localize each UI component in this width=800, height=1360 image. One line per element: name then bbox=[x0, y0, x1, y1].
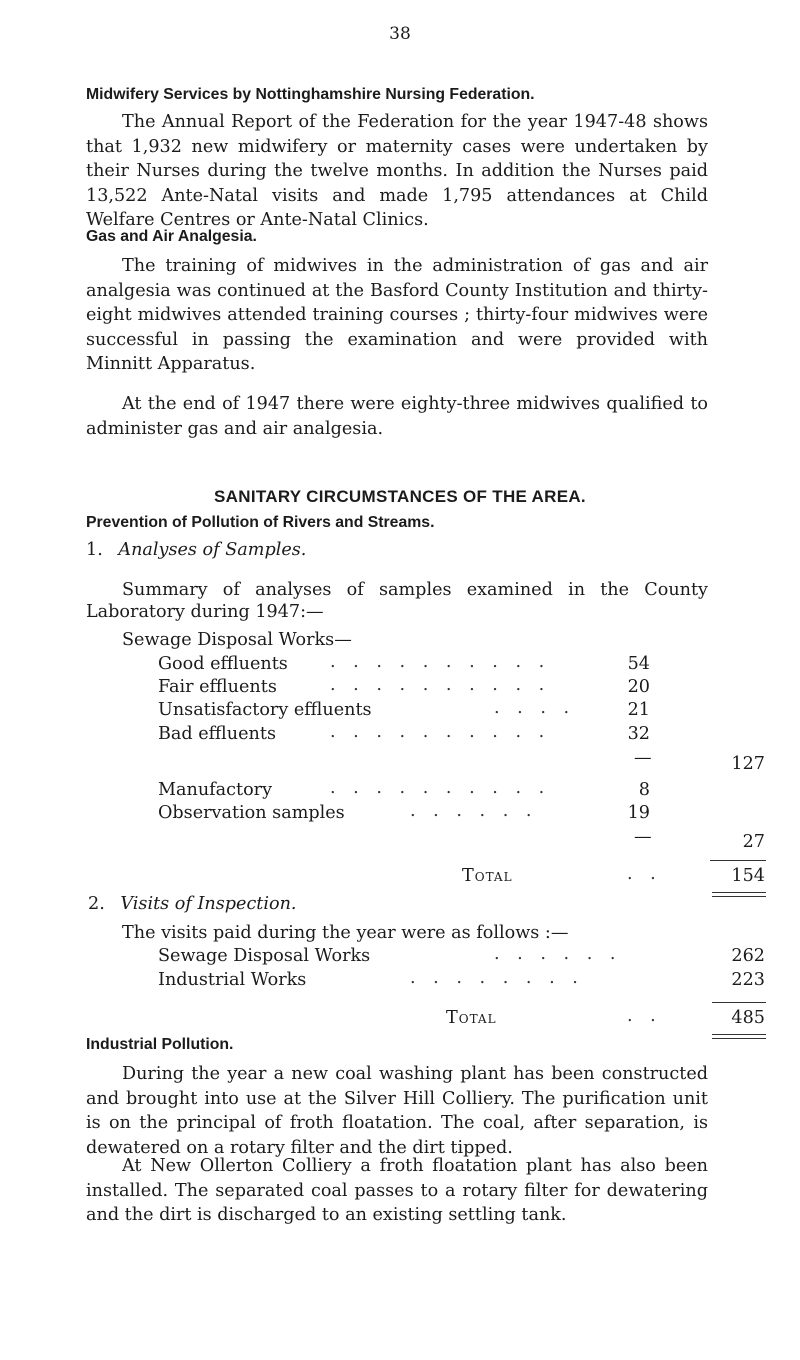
total-value: 154 bbox=[731, 866, 765, 886]
visits-intro: The visits paid during the year were as follows :— bbox=[122, 923, 569, 943]
midwifery-heading: Midwifery Services by Nottinghamshire Nursing Federation. bbox=[86, 86, 535, 103]
row-value: 8 bbox=[638, 780, 650, 800]
row-value: 19 bbox=[627, 803, 650, 823]
gas-paragraph-1 bbox=[86, 254, 708, 377]
industrial-body-1: During the year a new coal washing plant has been constructed and brought into use at the Silver Hill Colliery. The purification unit is on the principal of froth floatation. The coal, after separation, is dewatered on a rotary filter and the dirt tipped. bbox=[86, 1064, 708, 1158]
leader-dots-short: . . . . . . bbox=[494, 944, 622, 964]
leader-dots: . . . . . . . . . . bbox=[330, 778, 551, 798]
row-value: 20 bbox=[627, 677, 650, 697]
visits-total-double-rule bbox=[712, 1034, 766, 1039]
gas-body-1: The training of midwives in the administration of gas and air analgesia was continued at the Basford County Institution and thirty-eight midwives attended training courses ; thirty-four midwives were successful in passing the examination and were provided with Minnitt Apparatus. bbox=[86, 256, 708, 374]
industrial-paragraph-1 bbox=[86, 1062, 708, 1160]
visits-total-label: Total bbox=[446, 1008, 497, 1028]
leader-dots: . . . . . . . . . . bbox=[330, 722, 551, 742]
summary-line-2: Laboratory during 1947:— bbox=[86, 602, 324, 622]
gas-heading: Gas and Air Analgesia. bbox=[86, 228, 257, 245]
leader-dots: . . . . . . . . . . bbox=[330, 675, 551, 695]
row-value: 54 bbox=[627, 654, 650, 674]
sewage-subtotal: 127 bbox=[731, 754, 765, 774]
item-1-number: 1. bbox=[86, 540, 103, 560]
row-label: Bad effluents bbox=[158, 724, 276, 744]
dash: — bbox=[634, 748, 652, 768]
row-value: 32 bbox=[627, 724, 650, 744]
visit-label: Industrial Works bbox=[158, 970, 307, 990]
summary-text-1: Summary of analyses of samples examined in the County bbox=[122, 580, 708, 600]
summary-line-1 bbox=[86, 578, 708, 603]
leader-dots-short: . . . . . . bbox=[410, 801, 538, 821]
visit-value: 223 bbox=[731, 970, 765, 990]
total-double-rule bbox=[712, 892, 766, 897]
visit-value: 262 bbox=[731, 946, 765, 966]
pollution-subheading: Prevention of Pollution of Rivers and Streams. bbox=[86, 514, 435, 531]
item-1 bbox=[86, 540, 306, 560]
industrial-paragraph-2 bbox=[86, 1154, 708, 1228]
leader-dots-short: . . bbox=[627, 864, 662, 884]
sewage-label: Sewage Disposal Works— bbox=[122, 630, 352, 650]
item-2-title: Visits of Inspection. bbox=[120, 894, 297, 914]
leader-dots-short: . . . . bbox=[494, 698, 576, 718]
page-number: 38 bbox=[389, 24, 411, 44]
visit-label: Sewage Disposal Works bbox=[158, 946, 371, 966]
total-label: Total bbox=[462, 866, 513, 886]
item-2-number: 2. bbox=[88, 894, 105, 914]
industrial-body-2: At New Ollerton Colliery a froth floatation plant has also been installed. The separated coal passes to a rotary filter for dewatering and the dirt is discharged to an existing settling tank. bbox=[86, 1156, 708, 1225]
dash: — bbox=[634, 827, 652, 847]
row-label: Unsatisfactory effluents bbox=[158, 700, 372, 720]
row-label: Good effluents bbox=[158, 654, 288, 674]
row-label: Fair effluents bbox=[158, 677, 277, 697]
item-1-title: Analyses of Samples. bbox=[118, 540, 307, 560]
row-label: Manufactory bbox=[158, 780, 273, 800]
gas-paragraph-2 bbox=[86, 392, 708, 441]
industrial-heading: Industrial Pollution. bbox=[86, 1036, 234, 1053]
item-2 bbox=[88, 894, 297, 914]
gas-body-2: At the end of 1947 there were eighty-three midwives qualified to administer gas and air analgesia. bbox=[86, 394, 708, 439]
visits-total-value: 485 bbox=[731, 1008, 765, 1028]
row-value: 21 bbox=[627, 700, 650, 720]
midwifery-paragraph bbox=[86, 110, 708, 233]
row-label: Observation samples bbox=[158, 803, 345, 823]
sanitary-title: SANITARY CIRCUMSTANCES OF THE AREA. bbox=[214, 487, 586, 506]
leader-dots: . . . . . . . . . . bbox=[330, 652, 551, 672]
visits-total-rule bbox=[712, 1002, 766, 1003]
other-subtotal: 27 bbox=[742, 832, 765, 852]
midwifery-body: The Annual Report of the Federation for the year 1947-48 shows that 1,932 new midwifery or maternity cases were undertaken by their Nurses during the twelve months. In addition the Nurses paid 13,522 Ante-Natal visits and made 1,795 attendances at Child Welfare Centres or Ante-Natal Clinics. bbox=[86, 112, 708, 230]
total-rule bbox=[710, 860, 766, 861]
leader-dots: . . . . . . . . bbox=[410, 968, 584, 988]
leader-dots-short: . . bbox=[627, 1006, 662, 1026]
